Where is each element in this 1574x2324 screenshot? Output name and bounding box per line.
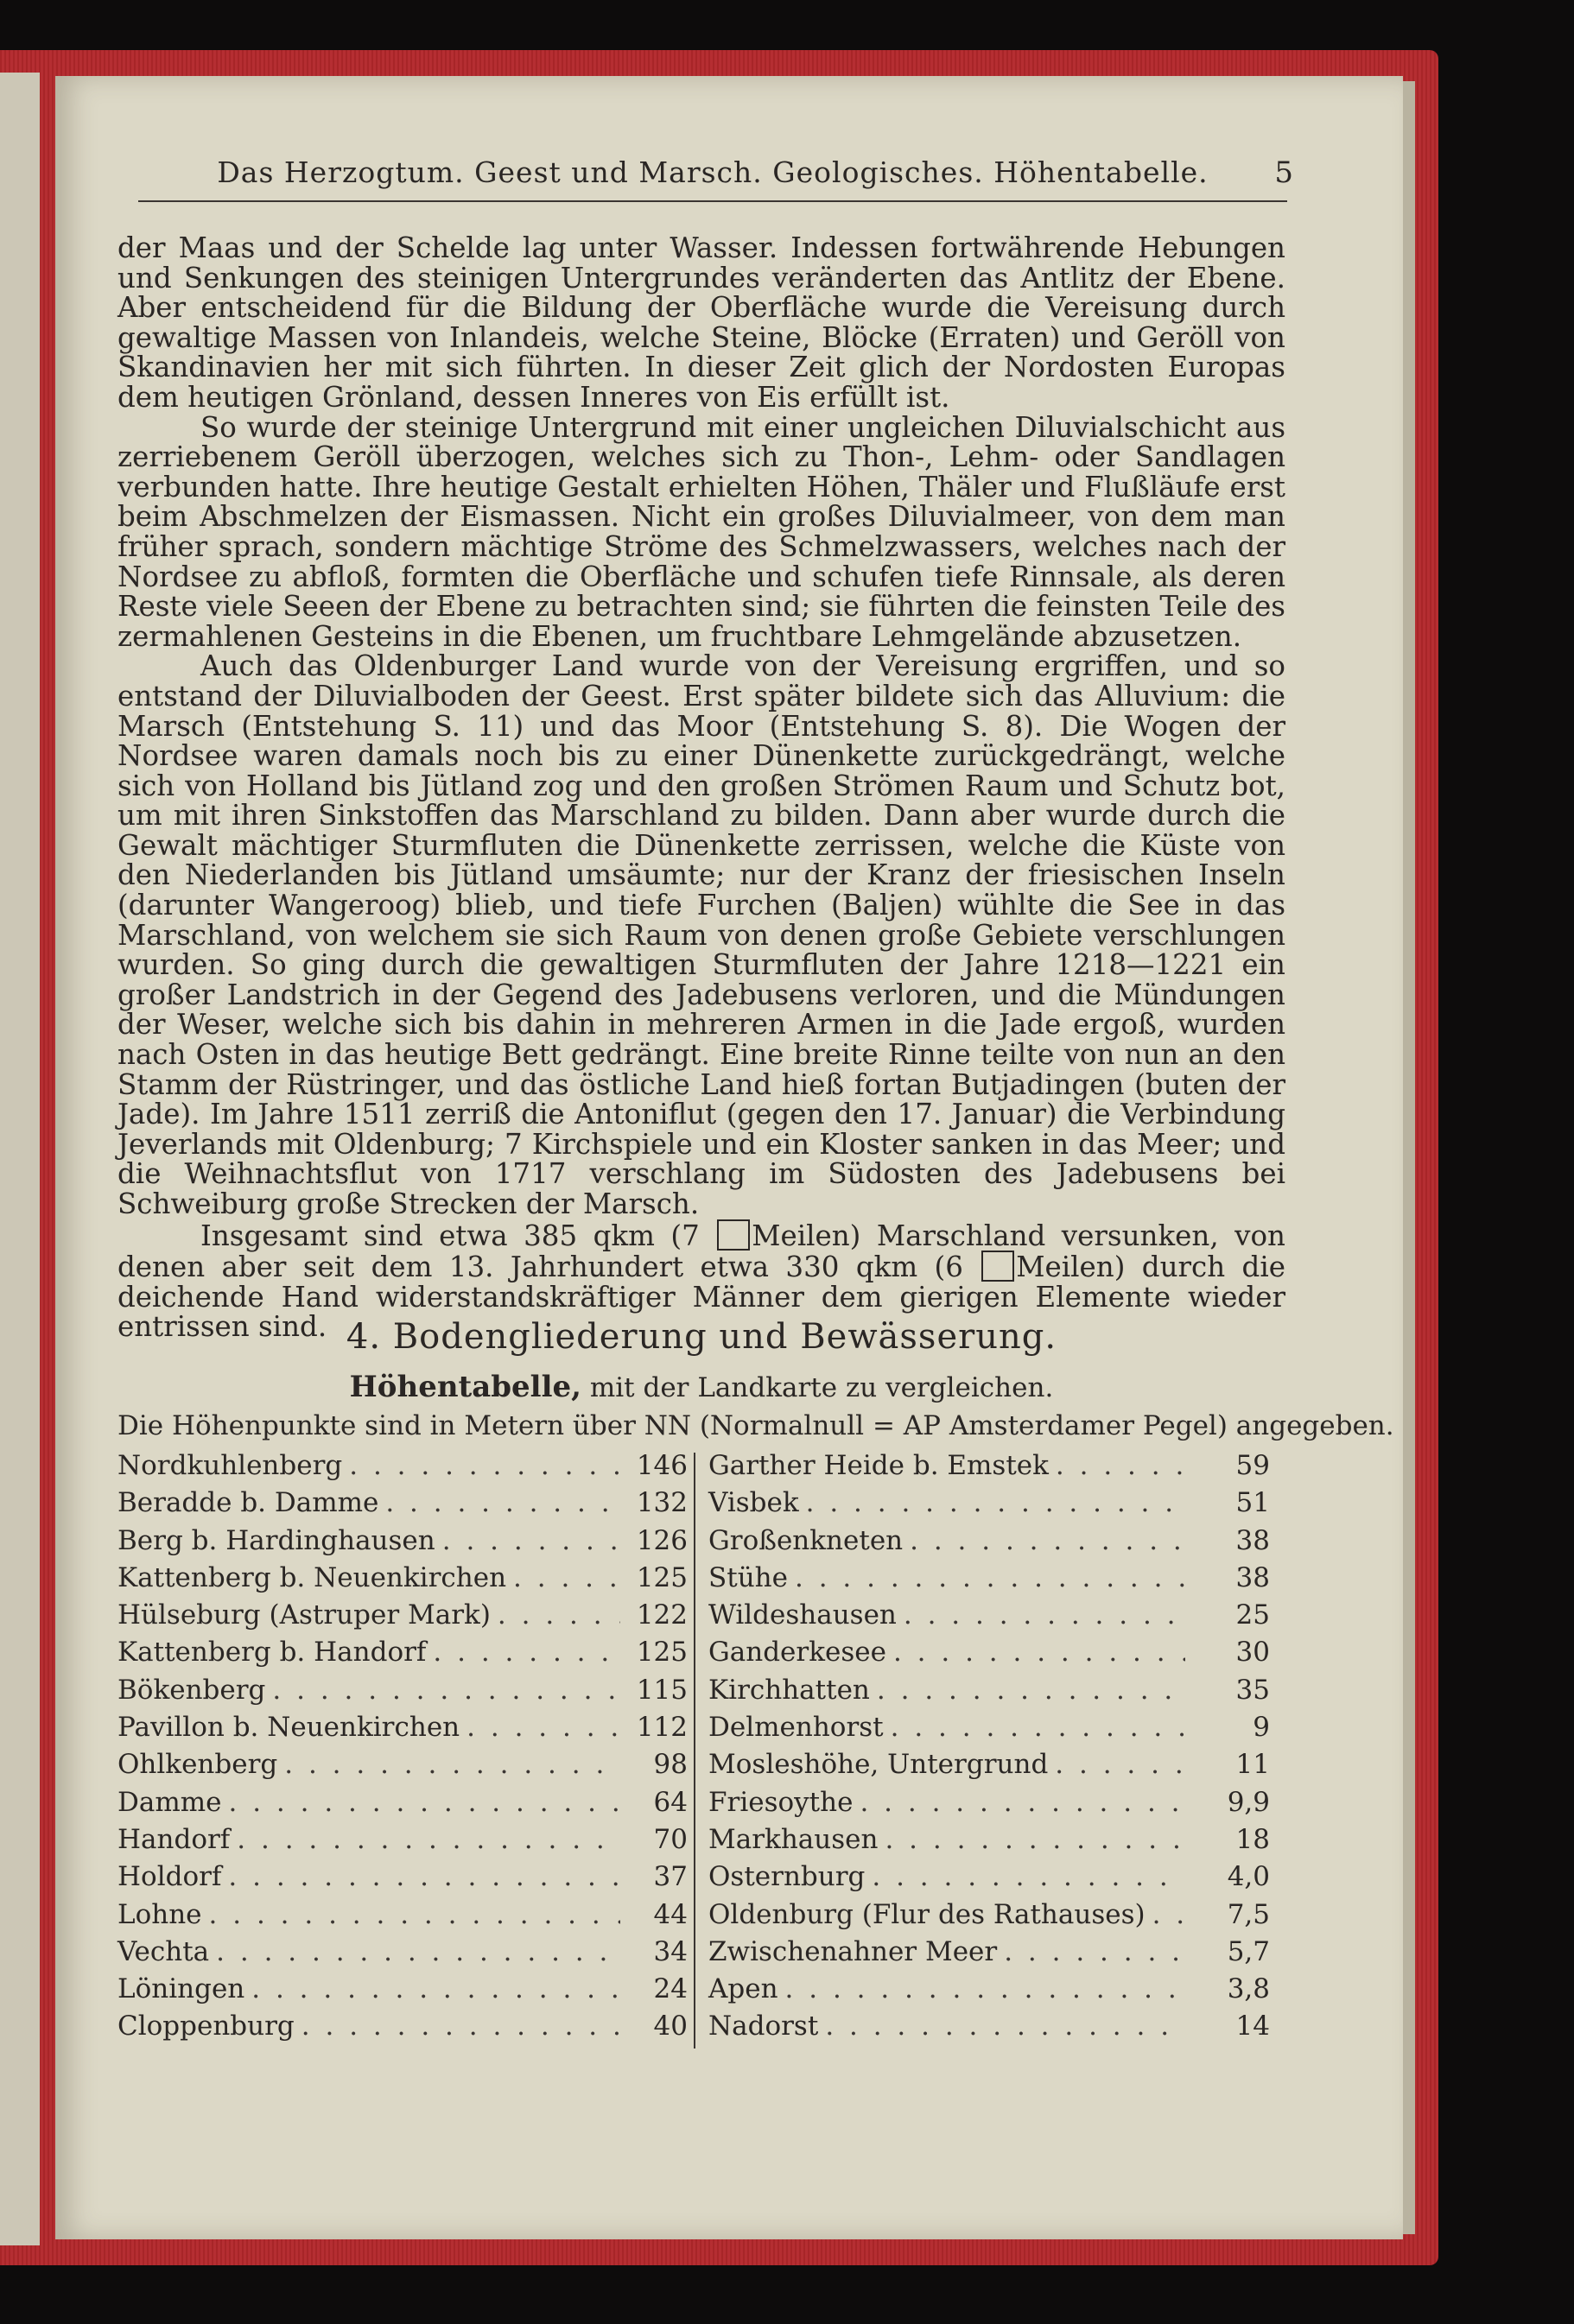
dot-leader [872, 1859, 1185, 1896]
place-name: Löningen [117, 1973, 245, 2005]
dot-leader [891, 1709, 1185, 1746]
height-entry [117, 1672, 688, 1709]
height-value: 7,5 [1227, 1898, 1270, 1930]
height-value: 38 [1235, 1561, 1270, 1593]
height-entry [117, 1897, 688, 1934]
dot-leader [237, 1821, 620, 1859]
height-value: 25 [1235, 1599, 1270, 1631]
dot-leader [349, 1447, 620, 1485]
height-entry [117, 1709, 688, 1746]
dot-leader [442, 1523, 620, 1560]
body-text [117, 233, 1285, 1342]
place-name: Berg b. Hardinghausen [117, 1524, 435, 1556]
place-name: Cloppenburg [117, 2011, 295, 2042]
place-name: Kirchhatten [708, 1674, 870, 1706]
dot-leader [284, 1746, 620, 1783]
column-divider [694, 1453, 695, 2049]
dot-leader [806, 1485, 1185, 1522]
height-value: 112 [636, 1712, 688, 1744]
height-value: 132 [636, 1487, 688, 1519]
dot-leader [785, 1971, 1185, 2008]
dot-leader [209, 1897, 620, 1934]
place-name: Mosleshöhe, Untergrund [708, 1749, 1049, 1781]
height-value: 11 [1235, 1749, 1270, 1781]
height-value: 9 [1253, 1712, 1270, 1744]
square-mile-symbol [981, 1251, 1014, 1282]
height-value: 70 [653, 1823, 688, 1855]
height-entry [117, 1523, 688, 1560]
height-entry [708, 1597, 1270, 1634]
height-value: 35 [1235, 1674, 1270, 1706]
height-entry [117, 1634, 688, 1671]
table-title-bold: Höhentabelle, [349, 1370, 581, 1404]
dot-leader [893, 1634, 1185, 1671]
height-entry [708, 1634, 1270, 1671]
height-value: 125 [636, 1561, 688, 1593]
height-entry [708, 1821, 1270, 1859]
page-header [138, 154, 1294, 202]
height-value: 4,0 [1227, 1861, 1270, 1893]
height-entry [708, 1485, 1270, 1522]
height-entry [708, 1523, 1270, 1560]
height-entry [708, 1447, 1270, 1485]
height-value: 122 [636, 1599, 688, 1631]
paragraph-2: So wurde der steinige Untergrund mit einer ungleichen Diluvialschicht aus zerriebenem Geröll überzogen, welches sich zu Thon-, Lehm- oder Sandlagen verbunden hatte. Ihre heutige Gestalt erhielten Höhen, Thäler und Flußläufe erst beim Abschmelzen der Eismassen. Nicht ein großes Diluvialmeer, von dem man früher sprach, sondern mächtige Ströme des Schmelzwassers, welches nach der Nordsee zu abfloß, formten die Oberfläche und schufen tiefe Rinnsale, als deren Reste viele Seeen der Ebene zu betrachten sind; sie führten die feinsten Teile des zermahlenen Gesteins in die Ebenen, um fruchtbare Lehmgelände abzusetzen. [117, 410, 1285, 653]
height-value: 24 [653, 1973, 688, 2005]
place-name: Stühe [708, 1561, 788, 1593]
height-entry [708, 1672, 1270, 1709]
place-name: Wildeshausen [708, 1599, 897, 1631]
place-name: Kattenberg b. Neuenkirchen [117, 1561, 507, 1593]
place-name: Ganderkesee [708, 1637, 886, 1669]
height-entry [708, 1709, 1270, 1746]
dot-leader [228, 1859, 620, 1896]
place-name: Kattenberg b. Handorf [117, 1637, 427, 1669]
height-entry [117, 1934, 688, 1971]
height-entry [708, 1897, 1270, 1934]
dot-leader [272, 1672, 620, 1709]
height-value: 3,8 [1227, 1973, 1270, 2005]
place-name: Hülseburg (Astruper Mark) [117, 1599, 491, 1631]
place-name: Nadorst [708, 2011, 819, 2042]
height-entry [117, 1597, 688, 1634]
height-entry [117, 1485, 688, 1522]
paragraph-4-part-c: Meilen) durch die deichende Hand widerstandskräftiger Männer dem gierigen Elemente wieder entrissen sind. [117, 1251, 1285, 1344]
dot-leader [385, 1485, 620, 1522]
square-mile-symbol [717, 1219, 750, 1251]
place-name: Pavillon b. Neuenkirchen [117, 1712, 460, 1744]
height-value: 59 [1235, 1450, 1270, 1481]
place-name: Oldenburg (Flur des Rathauses) [708, 1898, 1146, 1930]
place-name: Apen [708, 1973, 778, 2005]
height-entry [708, 1971, 1270, 2008]
height-entry [117, 1821, 688, 1859]
dot-leader [216, 1934, 620, 1971]
height-entry [708, 2008, 1270, 2045]
dot-leader [795, 1560, 1185, 1597]
paragraph-3: Auch das Oldenburger Land wurde von der Vereisung ergriffen, und so entstand der Diluvialboden der Geest. Erst später bildete sich das Alluvium: die Marsch (Entstehung S. 11) und das Moor (Entstehung S. 8). Die Wogen der Nordsee waren damals noch bis zu einer Dünenkette zurückgedrängt, welche sich von Holland bis Jütland zog und den großen Strömen Raum und Schutz bot, um mit ihren Sinkstoffen das Marschland zu bilden. Dann aber wurde durch die Gewalt mächtiger Sturmfluten die Dünenkette zerrissen, welche die Küste von den Niederlanden bis Jütland umsäumte; nur der Kranz der friesischen Inseln (darunter Wangeroog) blieb, und tiefe Furchen (Baljen) wühlte die See in das Marschland, von welchem sie sich Raum von denen große Gebiete verschlungen wurden. So ging durch die gewaltigen Sturmfluten der Jahre 1218—1221 ein großer Landstrich in der Gegend des Jadebusens verloren, und die Mündungen der Weser, welche sich bis dahin in mehreren Armen in die Jade ergoß, wurden nach Osten in das heutige Bett gedrängt. Eine breite Rinne teilte von nun an den Stamm der Rüstringer, und das östliche Land hieß fortan Butjadingen (buten der Jade). Im Jahre 1511 zerriß die Antoniflut (gegen den 17. Januar) die Verbindung Jeverlands mit Oldenburg; 7 Kirchspiele und ein Kloster sanken in das Meer; und die Weihnachtsflut von 1717 verschlang im Südosten des Jadebusens bei Schweiburg große Strecken der Marsch. [117, 649, 1285, 1220]
height-entry [117, 1971, 688, 2008]
height-value: 9,9 [1227, 1786, 1270, 1818]
place-name: Friesoythe [708, 1786, 854, 1818]
height-value: 38 [1235, 1524, 1270, 1556]
height-entry [708, 1746, 1270, 1783]
table-title-rest: mit der Landkarte zu vergleichen. [581, 1372, 1054, 1403]
place-name: Vechta [117, 1935, 210, 1967]
height-table-right-column [708, 1447, 1270, 2046]
place-name: Lohne [117, 1898, 202, 1930]
dot-leader [904, 1597, 1185, 1634]
paragraph-1: der Maas und der Schelde lag unter Wasser. Indessen fortwährende Hebungen und Senkungen des steinigen Untergrundes veränderten das Antlitz der Ebene. Aber entscheidend für die Bildung der Oberfläche wurde die Vereisung durch gewaltige Massen von Inlandeis, welche Steine, Blöcke (Erraten) und Geröll von Skandinavien her mit sich führten. In dieser Zeit glich der Nordosten Europas dem heutigen Grönland, dessen Inneres von Eis erfüllt ist. [117, 231, 1285, 414]
height-value: 5,7 [1227, 1935, 1270, 1967]
height-value: 14 [1235, 2011, 1270, 2042]
dot-leader [251, 1971, 620, 2008]
height-value: 34 [653, 1935, 688, 1967]
height-value: 146 [636, 1450, 688, 1481]
height-table-left-column [117, 1447, 688, 2046]
place-name: Holdorf [117, 1861, 222, 1893]
dot-leader [466, 1709, 620, 1746]
dot-leader [885, 1821, 1185, 1859]
height-value: 115 [636, 1674, 688, 1706]
dot-leader [1055, 1746, 1185, 1783]
place-name: Nordkuhlenberg [117, 1450, 343, 1481]
dot-leader [301, 2008, 620, 2045]
place-name: Großenkneten [708, 1524, 904, 1556]
paragraph-4-part-b: Meilen) Marschland versunken, von denen aber seit dem 13. Jahrhundert etwa 330 qkm (6 [117, 1219, 1285, 1284]
dot-leader [1004, 1934, 1185, 1971]
height-value: 51 [1235, 1487, 1270, 1519]
page-number: 5 [1274, 155, 1294, 190]
height-entry [117, 1447, 688, 1485]
place-name: Ohlkenberg [117, 1749, 278, 1781]
dot-leader [1152, 1897, 1185, 1934]
height-entry [708, 1934, 1270, 1971]
section-title: 4. Bodengliederung und Bewässerung. [346, 1317, 1057, 1357]
height-value: 18 [1235, 1823, 1270, 1855]
paragraph-4-part-a: Insgesamt sind etwa 385 qkm (7 [200, 1219, 716, 1252]
place-name: Bökenberg [117, 1674, 266, 1706]
height-value: 30 [1235, 1637, 1270, 1669]
height-value: 44 [653, 1898, 688, 1930]
dot-leader [498, 1597, 620, 1634]
height-entry [708, 1560, 1270, 1597]
dot-leader [513, 1560, 620, 1597]
place-name: Markhausen [708, 1823, 879, 1855]
height-entry [117, 1746, 688, 1783]
dot-leader [228, 1784, 620, 1821]
height-entry [708, 1784, 1270, 1821]
height-value: 98 [653, 1749, 688, 1781]
running-head: Das Herzogtum. Geest und Marsch. Geologisches. Höhentabelle. [217, 155, 1209, 189]
place-name: Garther Heide b. Emstek [708, 1450, 1049, 1481]
dot-leader [825, 2008, 1185, 2045]
height-value: 37 [653, 1861, 688, 1893]
height-value: 126 [636, 1524, 688, 1556]
dot-leader [1056, 1447, 1185, 1485]
place-name: Damme [117, 1786, 222, 1818]
place-name: Beradde b. Damme [117, 1487, 379, 1519]
dot-leader [877, 1672, 1185, 1709]
table-title [117, 1370, 1285, 1404]
height-entry [117, 2008, 688, 2045]
place-name: Osternburg [708, 1861, 866, 1893]
dot-leader [860, 1784, 1185, 1821]
place-name: Delmenhorst [708, 1712, 884, 1744]
place-name: Handorf [117, 1823, 231, 1855]
height-entry [117, 1560, 688, 1597]
table-intro: Die Höhenpunkte sind in Metern über NN (Normalnull = AP Amsterdamer Pegel) angegeben. [117, 1410, 1394, 1441]
height-value: 125 [636, 1637, 688, 1669]
page-stack-edge [1403, 81, 1415, 2234]
place-name: Zwischenahner Meer [708, 1935, 998, 1967]
height-entry [117, 1784, 688, 1821]
place-name: Visbek [708, 1487, 799, 1519]
dot-leader [433, 1634, 620, 1671]
height-entry [708, 1859, 1270, 1896]
height-value: 40 [653, 2011, 688, 2042]
height-entry [117, 1859, 688, 1896]
dot-leader [910, 1523, 1185, 1560]
previous-page-edge [0, 73, 40, 2245]
height-value: 64 [653, 1786, 688, 1818]
